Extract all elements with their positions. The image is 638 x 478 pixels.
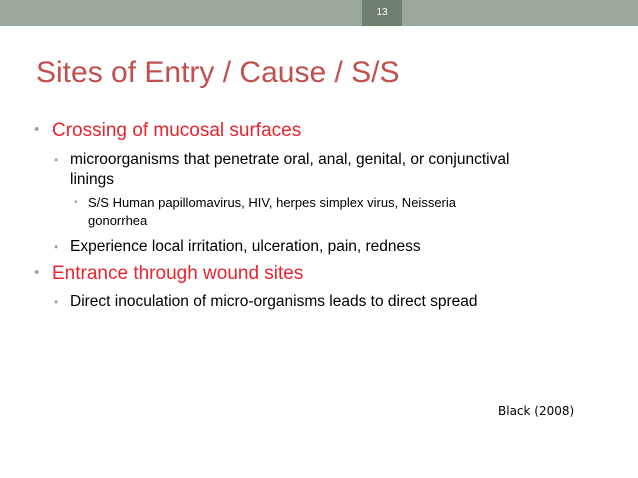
- bullet-text-line-1: S/S Human papillomavirus, HIV, herpes simplex virus, Neisseria: [88, 195, 456, 210]
- bullet-dot: •: [74, 197, 78, 208]
- bullet-ss-human-papillomavirus: [74, 194, 456, 230]
- bullet-entrance-wound-sites: [34, 263, 304, 285]
- bullet-text: Direct inoculation of micro-organisms leads to direct spread: [70, 293, 478, 310]
- bullet-dot: •: [54, 295, 59, 309]
- bullet-dot: •: [34, 121, 40, 138]
- bullet-dot: •: [54, 153, 59, 167]
- citation: Black (2008): [498, 404, 575, 418]
- bullet-crossing-mucosal-surfaces: [34, 120, 302, 142]
- bullet-text: Experience local irritation, ulceration, pain, redness: [70, 238, 421, 255]
- bullet-dot: •: [34, 264, 40, 281]
- bullet-direct-inoculation: [54, 292, 478, 312]
- slide-number: 13: [362, 0, 402, 26]
- bullet-experience-local-irritation: [54, 237, 421, 257]
- bullet-text-line-2: linings: [70, 171, 114, 188]
- bullet-text: Entrance through wound sites: [52, 263, 304, 284]
- bullet-text-line-1: microorganisms that penetrate oral, anal, genital, or conjunctival: [70, 151, 510, 168]
- bullet-text-line-2: gonorrhea: [88, 213, 148, 228]
- slide-title: Sites of Entry / Cause / S/S: [36, 56, 400, 89]
- bullet-text: Crossing of mucosal surfaces: [52, 120, 302, 141]
- bullet-microorganisms-penetrate: [54, 150, 510, 190]
- bullet-dot: •: [54, 240, 59, 254]
